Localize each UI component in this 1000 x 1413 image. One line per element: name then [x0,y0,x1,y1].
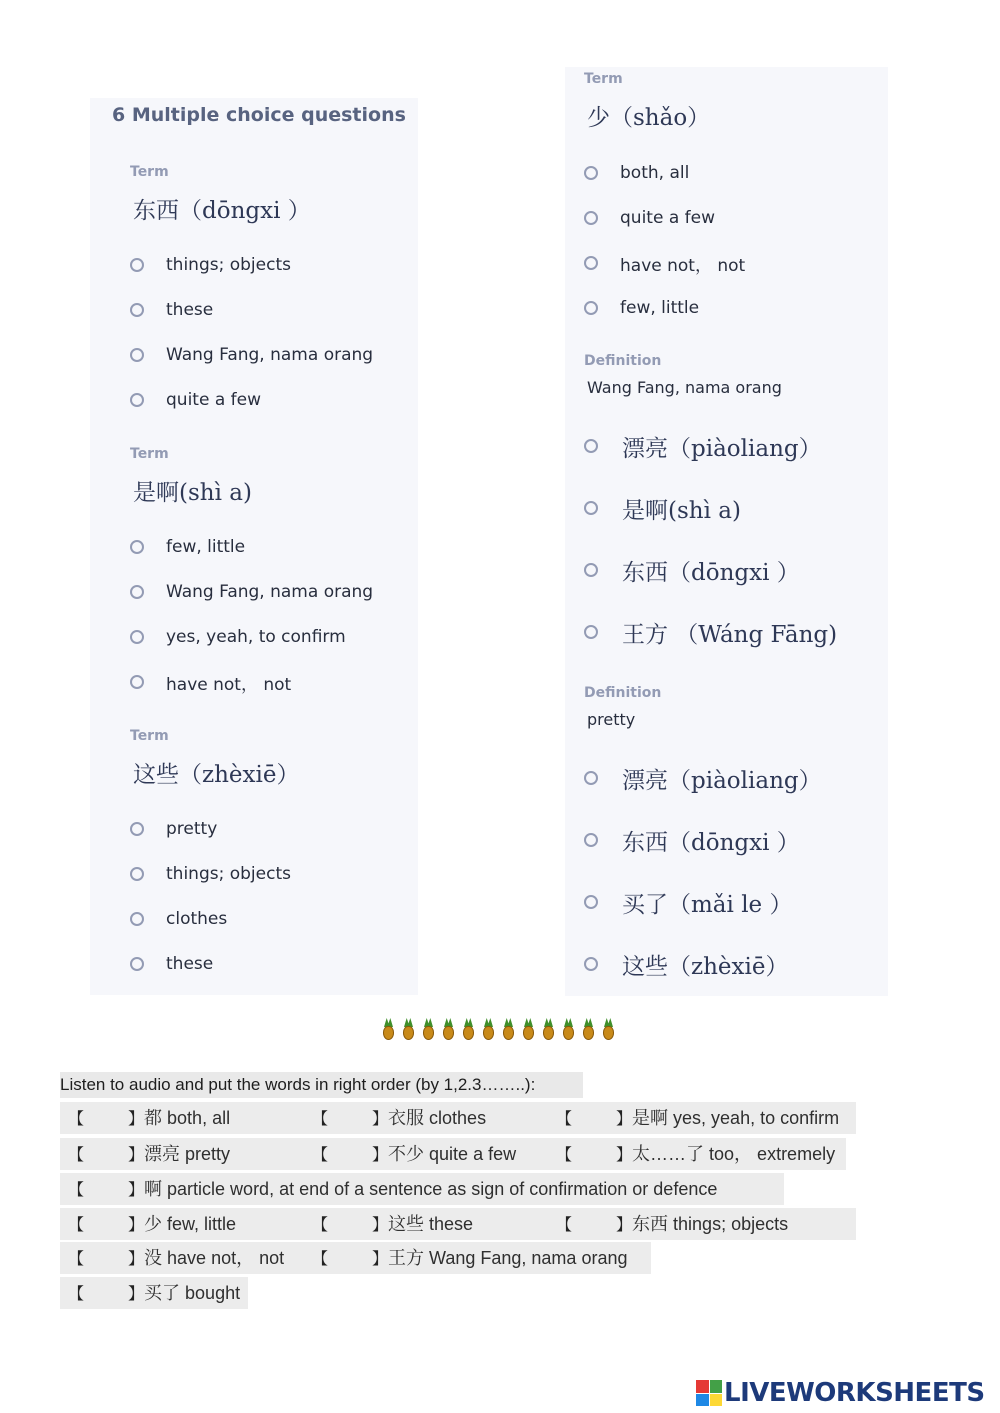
answer-bracket-close: 】 [616,1145,633,1164]
answer-bracket-open: 【 [312,1145,329,1164]
logo-tile-green [710,1380,723,1393]
left-quiz-panel [90,98,418,995]
radio-button[interactable] [130,303,144,317]
answer-option[interactable] [584,763,822,793]
liveworksheets-logo [696,1376,985,1410]
item-text: 衣服 clothes [388,1108,487,1128]
answer-bracket-close: 】 [128,1284,145,1303]
logo-tile-yellow [710,1394,723,1407]
option-text: 买了（mǎi le ） [622,891,793,918]
radio-button[interactable] [584,256,598,270]
pineapple-icon [420,1018,437,1040]
radio-button[interactable] [584,771,598,785]
answer-bracket-open: 【 [556,1145,573,1164]
option-text: 东西（dōngxi ） [622,829,800,856]
item-text: 东西 things; objects [632,1214,789,1234]
item-text: 太……了 too， extremely [632,1144,836,1164]
exercise-row [60,1208,856,1240]
pineapple-icon [460,1018,477,1040]
item-text: 买了 bought [144,1283,241,1303]
radio-button[interactable] [584,439,598,453]
option-text: clothes [166,909,228,929]
logo-tile-blue [696,1394,709,1407]
option-text: 漂亮（piàoliang） [622,435,822,462]
pineapple-body [543,1026,554,1040]
option-text: few, little [620,298,700,318]
radio-button[interactable] [584,166,598,180]
answer-option[interactable] [130,532,245,562]
exercise-item [312,1208,473,1241]
radio-button[interactable] [130,393,144,407]
answer-bracket-open: 【 [556,1109,573,1128]
exercise-item [556,1208,788,1241]
radio-button[interactable] [584,301,598,315]
item-text: 王方 Wang Fang, nama orang [388,1248,628,1268]
pineapple-icon [400,1018,417,1040]
answer-option[interactable] [130,904,227,934]
option-text: things; objects [166,864,291,884]
answer-bracket-open: 【 [68,1180,85,1199]
exercise-item [68,1242,284,1275]
answer-option[interactable] [584,887,792,917]
option-text: 东西（dōngxi ） [622,559,800,586]
answer-option[interactable] [584,949,788,979]
answer-option[interactable] [584,203,715,233]
answer-option[interactable] [584,555,800,585]
pineapple-icon [540,1018,557,1040]
item-text: 是啊 yes, yeah, to confirm [632,1108,840,1128]
answer-bracket-close: 】 [372,1249,389,1268]
radio-button[interactable] [584,833,598,847]
radio-button[interactable] [130,630,144,644]
answer-option[interactable] [130,859,291,889]
radio-button[interactable] [584,501,598,515]
quiz-heading: 6 Multiple choice questions [112,104,406,126]
pineapple-body [563,1026,574,1040]
answer-bracket-open: 【 [556,1215,573,1234]
pineapple-divider [380,1018,620,1042]
item-text: 这些 these [388,1214,474,1234]
radio-button[interactable] [130,822,144,836]
answer-bracket-open: 【 [68,1145,85,1164]
item-text: 都 both, all [144,1108,231,1128]
option-text: 漂亮（piàoliang） [622,767,822,794]
pineapple-icon [440,1018,457,1040]
item-text: 没 have not， not [144,1248,285,1268]
pineapple-body [583,1026,594,1040]
term-prompt: 这些（zhèxiē） [133,762,300,788]
term-prompt: 少（shǎo） [587,105,711,131]
answer-option[interactable] [584,431,822,461]
liveworksheets-logo-icon [696,1380,722,1406]
pineapple-icon [520,1018,537,1040]
exercise-item [312,1138,516,1171]
option-text: 这些（zhèxiē） [622,953,789,980]
option-text: quite a few [166,390,261,410]
definition-label: Definition [584,685,662,701]
option-text: these [166,300,214,320]
answer-bracket-open: 【 [312,1109,329,1128]
answer-option[interactable] [130,250,291,280]
term-label: Term [130,446,169,462]
answer-bracket-close: 】 [128,1215,145,1234]
answer-bracket-open: 【 [312,1249,329,1268]
answer-bracket-close: 】 [128,1249,145,1268]
answer-bracket-open: 【 [68,1215,85,1234]
radio-button[interactable] [584,957,598,971]
pineapple-icon [560,1018,577,1040]
term-label: Term [130,728,169,744]
answer-option[interactable] [130,385,261,415]
answer-option[interactable] [584,825,800,855]
exercise-item [68,1173,717,1206]
answer-bracket-close: 】 [372,1109,389,1128]
exercise-item [312,1242,627,1275]
radio-button[interactable] [130,348,144,362]
pineapple-body [483,1026,494,1040]
radio-button[interactable] [584,625,598,639]
brand-name: LIVEWORKSHEETS [724,1378,985,1408]
answer-bracket-close: 】 [616,1215,633,1234]
answer-option[interactable] [130,814,217,844]
exercise-item [312,1102,486,1135]
answer-bracket-open: 【 [68,1249,85,1268]
option-text: have not， not [166,674,292,695]
option-text: Wang Fang, nama orang [166,345,374,365]
exercise-row [60,1138,846,1170]
exercise-row [60,1102,856,1134]
radio-button[interactable] [130,912,144,926]
answer-bracket-close: 】 [372,1215,389,1234]
radio-button[interactable] [130,258,144,272]
exercise-row [60,1242,651,1274]
radio-button[interactable] [130,540,144,554]
item-text: 少 few, little [144,1214,237,1234]
answer-option[interactable] [130,577,373,607]
radio-button[interactable] [130,957,144,971]
term-prompt: 东西（dōngxi ） [133,198,311,224]
answer-bracket-open: 【 [312,1215,329,1234]
exercise-item [68,1138,230,1171]
term-label: Term [584,71,623,87]
answer-option[interactable] [130,949,213,979]
radio-button[interactable] [130,675,144,689]
exercise-item [68,1277,240,1310]
radio-button[interactable] [584,211,598,225]
pineapple-icon [600,1018,617,1040]
definition-label: Definition [584,353,662,369]
exercise-item [556,1138,835,1171]
answer-bracket-close: 】 [128,1109,145,1128]
answer-option[interactable] [130,622,346,652]
answer-option[interactable] [130,667,291,697]
pineapple-body [443,1026,454,1040]
pineapple-body [523,1026,534,1040]
answer-option[interactable] [584,293,699,323]
answer-bracket-close: 】 [128,1180,145,1199]
pineapple-body [603,1026,614,1040]
answer-option[interactable] [584,617,837,647]
answer-option[interactable] [130,295,213,325]
answer-option[interactable] [584,158,689,188]
answer-bracket-open: 【 [68,1109,85,1128]
pineapple-icon [380,1018,397,1040]
term-label: Term [130,164,169,180]
option-text: 是啊(shì a) [622,497,741,524]
option-text: quite a few [620,208,715,228]
pineapple-icon [580,1018,597,1040]
radio-button[interactable] [130,585,144,599]
option-text: things; objects [166,255,291,275]
term-prompt: 是啊(shì a) [133,480,252,506]
answer-bracket-close: 】 [372,1145,389,1164]
definition-prompt: pretty [587,710,636,729]
exercise-row [60,1173,784,1205]
exercise-item [68,1102,230,1135]
pineapple-body [503,1026,514,1040]
exercise-item [556,1102,839,1135]
option-text: pretty [166,819,218,839]
logo-tile-red [696,1380,709,1393]
pineapple-body [463,1026,474,1040]
item-text: 漂亮 pretty [144,1144,231,1164]
pineapple-icon [500,1018,517,1040]
answer-option[interactable] [130,340,373,370]
option-text: yes, yeah, to confirm [166,627,346,647]
answer-option[interactable] [584,248,745,278]
radio-button[interactable] [584,563,598,577]
right-quiz-panel [565,67,888,996]
option-text: 王方 （Wáng Fāng) [622,621,838,648]
radio-button[interactable] [584,895,598,909]
exercise-row [60,1277,248,1309]
option-text: few, little [166,537,246,557]
ordering-exercise [60,1072,860,1312]
option-text: both, all [620,163,690,183]
item-text: 不少 quite a few [388,1144,517,1164]
radio-button[interactable] [130,867,144,881]
option-text: these [166,954,214,974]
answer-bracket-close: 】 [128,1145,145,1164]
answer-option[interactable] [584,493,741,523]
option-text: Wang Fang, nama orang [166,582,374,602]
item-text: 啊 particle word, at end of a sentence as sign of confirmation or defence [144,1179,718,1199]
option-text: have not， not [620,255,746,276]
pineapple-icon [480,1018,497,1040]
answer-bracket-close: 】 [616,1109,633,1128]
exercise-instruction: Listen to audio and put the words in right order (by 1,2.3……..): [60,1072,583,1098]
definition-prompt: Wang Fang, nama orang [587,378,782,397]
pineapple-body [383,1026,394,1040]
exercise-item [68,1208,236,1241]
pineapple-body [403,1026,414,1040]
pineapple-body [423,1026,434,1040]
answer-bracket-open: 【 [68,1284,85,1303]
